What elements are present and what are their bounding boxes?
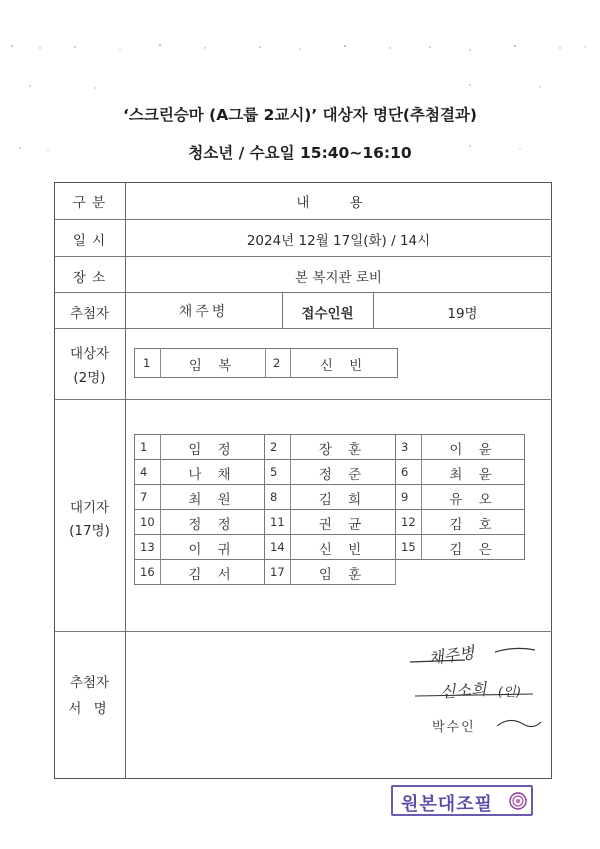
waitlist-no: 7 <box>140 490 148 504</box>
waitlist-name: 신 빈 <box>318 542 368 558</box>
waitlist-name: 정 정 <box>188 517 237 533</box>
grid-line <box>395 559 396 585</box>
waitlist-no: 10 <box>140 515 155 529</box>
document-title: ‘스크린승마 (A그룹 2교시)’ 대상자 명단(추첨결과) <box>123 106 477 124</box>
row-divider <box>54 399 552 400</box>
waitlist-no: 5 <box>270 465 278 479</box>
certified-copy-stamp <box>391 785 533 816</box>
selected-name: 임 복 <box>188 358 238 374</box>
waitlist-no: 17 <box>270 565 285 579</box>
signature-2-seal: (인) <box>498 685 521 700</box>
waitlist-no: 3 <box>401 440 409 454</box>
drawer-name: 채주병 <box>178 304 229 320</box>
header-label: 구 분 <box>72 195 107 211</box>
waitlist-no: 1 <box>140 440 148 454</box>
waitlist-no: 8 <box>270 490 278 504</box>
waitlist-no: 16 <box>140 565 155 579</box>
waitlist-no: 9 <box>401 490 409 504</box>
place-value: 본 복지관 로비 <box>295 270 382 286</box>
waitlist-name: 임 훈 <box>318 567 368 583</box>
row-divider <box>54 256 552 257</box>
waitlist-name: 김 희 <box>318 492 368 508</box>
row-divider <box>54 631 552 632</box>
selected-name: 신 빈 <box>319 358 369 374</box>
waitlist-name: 장 훈 <box>318 442 368 458</box>
waitlist-no: 15 <box>401 540 416 554</box>
scan-noise <box>0 38 600 158</box>
selected-no: 2 <box>273 356 281 370</box>
waitlist-name: 권 균 <box>318 517 368 533</box>
waitlist-name: 김 은 <box>449 542 498 558</box>
waitlist-no: 6 <box>401 465 409 479</box>
waitlist-name: 최 원 <box>188 492 237 508</box>
row-divider <box>54 328 552 329</box>
waitlist-no: 14 <box>270 540 285 554</box>
signature-1: 채주병 <box>427 642 476 669</box>
signature-2: 신소희 <box>439 679 488 702</box>
received-count-label: 접수인원 <box>301 306 354 322</box>
seal-icon <box>509 792 527 810</box>
row-divider <box>54 292 552 293</box>
received-count-value: 19명 <box>447 306 478 322</box>
stamp-text: 원본대조필 <box>401 794 493 815</box>
drawer-label: 추첨자 <box>69 306 110 322</box>
grid-line <box>265 348 266 378</box>
waitlist-name: 나 채 <box>188 467 237 483</box>
waitlist-name: 최 윤 <box>449 467 498 483</box>
signature-strokes <box>405 638 545 748</box>
waitlist-name: 김 서 <box>188 567 237 583</box>
waitlist-name: 이 윤 <box>449 442 498 458</box>
waitlist-count: (17명) <box>69 523 110 539</box>
document-subtitle: 청소년 / 수요일 15:40~16:10 <box>188 144 412 162</box>
waitlist-name: 정 준 <box>318 467 368 483</box>
waitlist-no: 11 <box>270 515 285 529</box>
waitlist-name: 임 정 <box>188 442 237 458</box>
datetime-label: 일 시 <box>72 233 107 249</box>
row-divider <box>54 219 552 220</box>
waitlist-no: 2 <box>270 440 278 454</box>
waitlist-no: 12 <box>401 515 416 529</box>
waitlist-name: 김 호 <box>449 517 498 533</box>
signature-label-line2: 서 명 <box>68 701 111 717</box>
header-value: 내 용 <box>296 195 381 211</box>
selected-count: (2명) <box>73 370 106 386</box>
place-label: 장 소 <box>72 270 107 286</box>
signature-label-line1: 추첨자 <box>69 675 110 691</box>
signature-3: 박수인 <box>432 720 476 735</box>
waitlist-no: 13 <box>140 540 155 554</box>
selected-label: 대상자 <box>69 346 110 362</box>
datetime-value: 2024년 12월 17일(화) / 14시 <box>246 233 431 249</box>
selected-no: 1 <box>143 356 151 370</box>
waitlist-name: 이 귀 <box>188 542 237 558</box>
waitlist-no: 4 <box>140 465 148 479</box>
waitlist-label: 대기자 <box>69 500 110 516</box>
waitlist-name: 유 오 <box>449 492 498 508</box>
